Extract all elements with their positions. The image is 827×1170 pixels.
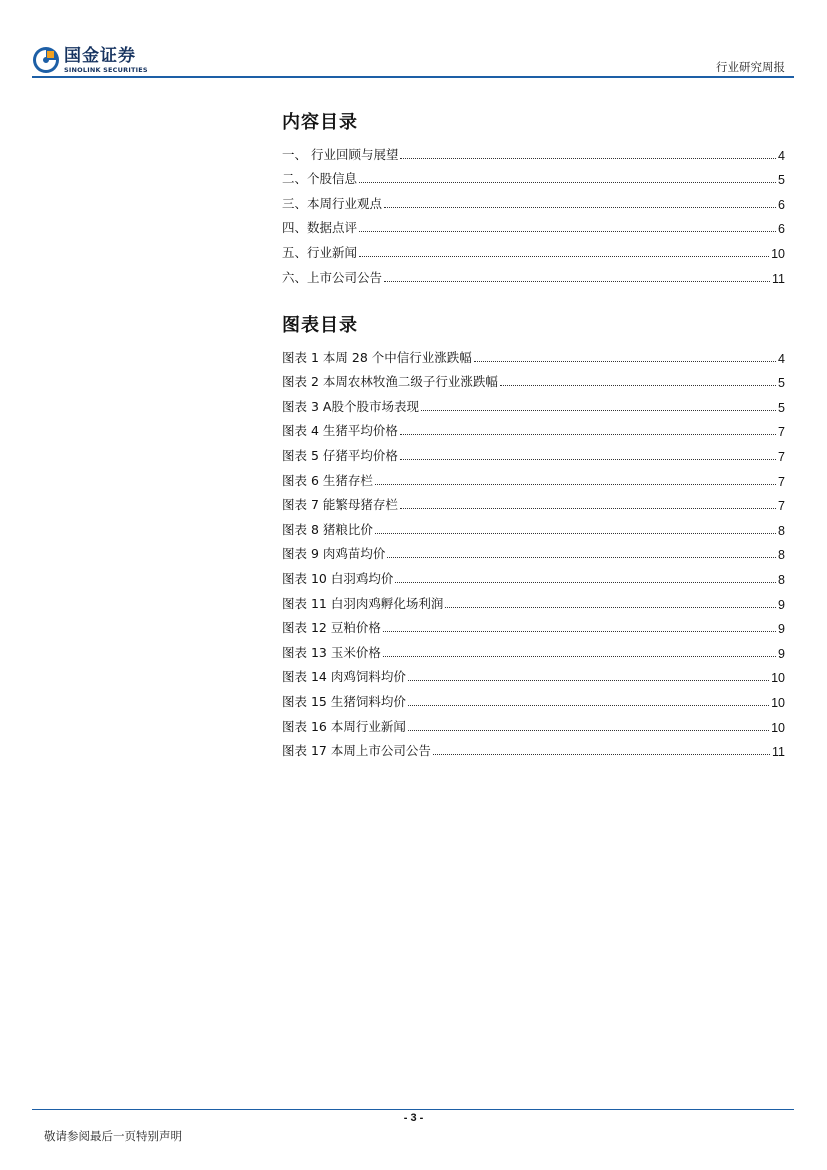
figure-entry[interactable] [282,464,785,489]
footer-divider [32,1109,794,1110]
toc-entry-page: 7 [778,449,785,464]
dot-leader [375,484,776,485]
toc-entry-label: 五、行业新闻 [282,244,358,260]
toc-entry[interactable] [282,138,785,163]
figure-entry[interactable] [282,587,785,612]
toc-entry-page: 10 [771,246,785,261]
toc-entry-page: 7 [778,474,785,489]
toc-entry-label: 图表 1 本周 28 个中信行业涨跌幅 [282,349,472,365]
dot-leader [433,754,770,755]
dot-leader [383,656,776,657]
logo-chinese-name: 国金证券 [64,45,136,66]
toc-entry-page: 11 [772,745,785,760]
dot-leader [383,631,776,632]
toc-entry-page: 4 [778,351,785,366]
toc-entry-page: 5 [778,376,785,391]
toc-entry-label: 图表 8 猪粮比价 [282,521,373,537]
dot-leader [359,231,776,232]
toc-entry-label: 图表 3 A股个股市场表现 [282,398,419,414]
toc-entry-label: 图表 12 豆粕价格 [282,620,381,636]
disclaimer-text: 敬请参阅最后一页特别声明 [44,1129,182,1143]
figure-entry[interactable] [282,612,785,637]
dot-leader [474,361,776,362]
contents-list [282,138,785,286]
toc-entry-page: 4 [778,148,785,163]
report-type: 行业研究周报 [716,60,785,74]
dot-leader [400,434,776,435]
figure-entry[interactable] [282,685,785,710]
figure-entry[interactable] [282,538,785,563]
figure-entry[interactable] [282,710,785,735]
figure-entry[interactable] [282,636,785,661]
toc-entry-label: 图表 5 仔猪平均价格 [282,447,398,463]
figure-entry[interactable] [282,390,785,415]
figure-entry[interactable] [282,661,785,686]
toc-entry-page: 7 [778,425,785,440]
figure-entry[interactable] [282,415,785,440]
toc-entry-page: 8 [778,548,785,563]
dot-leader [359,256,769,257]
toc-entry-label: 图表 10 白羽鸡均价 [282,570,394,586]
figure-entry[interactable] [282,513,785,538]
dot-leader [400,459,776,460]
dot-leader [395,582,776,583]
toc-entry-page: 10 [771,695,785,710]
figure-entry[interactable] [282,562,785,587]
toc-entry-label: 二、个股信息 [282,171,358,187]
toc-entry-label: 图表 14 肉鸡饲料均价 [282,669,406,685]
toc-entry-label: 图表 16 本周行业新闻 [282,718,406,734]
dot-leader [408,680,769,681]
figures-list [282,341,785,759]
toc-entry-label: 图表 9 肉鸡苗均价 [282,546,386,562]
toc-entry-page: 10 [771,720,785,735]
toc-entry-label: 图表 11 白羽肉鸡孵化场利润 [282,595,444,611]
header-divider [32,76,794,78]
toc-entry-label: 图表 17 本周上市公司公告 [282,743,431,759]
toc-entry-label: 六、上市公司公告 [282,269,383,285]
toc-entry-label: 图表 2 本周农林牧渔二级子行业涨跌幅 [282,374,498,390]
dot-leader [375,533,776,534]
dot-leader [384,207,776,208]
toc-entry[interactable] [282,187,785,212]
dot-leader [408,705,769,706]
toc-entry-page: 9 [778,597,785,612]
toc-entry-page: 6 [778,197,785,212]
dot-leader [359,182,776,183]
toc-entry-page: 7 [778,499,785,514]
toc-entry-label: 图表 6 生猪存栏 [282,472,373,488]
toc-entry-label: 图表 13 玉米价格 [282,644,381,660]
dot-leader [421,410,776,411]
toc-entry-label: 图表 4 生猪平均价格 [282,423,398,439]
dot-leader [445,607,776,608]
dot-leader [400,158,776,159]
toc-entry-page: 9 [778,622,785,637]
toc-entry-label: 四、数据点评 [282,220,358,236]
toc-entry-page: 11 [772,271,785,286]
figure-entry[interactable] [282,489,785,514]
toc-entry-page: 10 [771,671,785,686]
figures-section [282,311,785,759]
toc-entry-page: 9 [778,646,785,661]
toc-entry-label: 图表 15 生猪饲料均价 [282,693,406,709]
dot-leader [408,730,769,731]
toc-entry-label: 图表 7 能繁母猪存栏 [282,497,398,513]
figure-entry[interactable] [282,366,785,391]
toc-entry[interactable] [282,212,785,237]
sinolink-logo-icon [32,46,60,74]
toc-entry-page: 8 [778,572,785,587]
toc-entry[interactable] [282,163,785,188]
page-header [0,0,827,80]
page-number: - 3 - [403,1112,424,1124]
toc-entry-page: 8 [778,523,785,538]
figure-entry[interactable] [282,341,785,366]
toc-entry-page: 5 [778,173,785,188]
company-logo [32,46,148,74]
figure-entry[interactable] [282,735,785,760]
dot-leader [500,385,776,386]
toc-entry-page: 6 [778,222,785,237]
dot-leader [387,557,776,558]
toc-entry-page: 5 [778,400,785,415]
logo-english-name: SINOLINK SECURITIES [64,65,148,74]
toc-entry-label: 三、本周行业观点 [282,195,383,211]
dot-leader [384,281,770,282]
toc-entry[interactable] [282,236,785,261]
figure-entry[interactable] [282,439,785,464]
contents-title: 内容目录 [282,112,358,133]
dot-leader [400,508,776,509]
toc-entry[interactable] [282,261,785,286]
toc-entry-label: 一、 行业回顾与展望 [282,146,399,162]
figures-title: 图表目录 [282,315,358,336]
contents-section [282,108,785,286]
